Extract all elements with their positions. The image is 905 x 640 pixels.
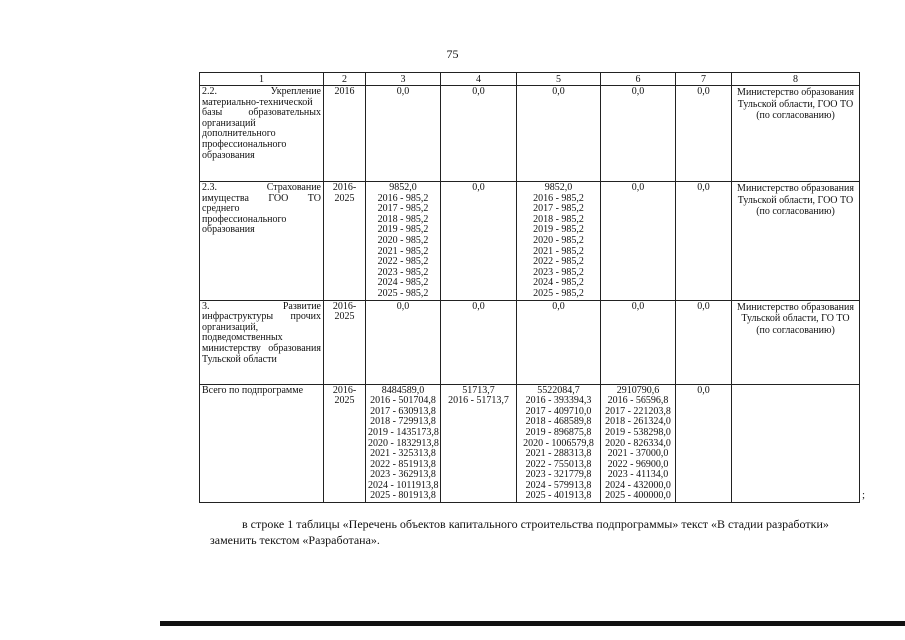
column-number: 3 <box>366 73 441 86</box>
funding-other: 0,0 <box>676 182 732 301</box>
funding-line: 2016 - 985,2 <box>533 192 584 204</box>
funding-line: 2019 - 896875,8 <box>525 426 592 438</box>
funding-line: 2020 - 1006579,8 <box>523 437 594 449</box>
funding-line: 2017 - 985,2 <box>533 203 584 215</box>
funding-regional <box>517 384 601 503</box>
period: 2016-2025 <box>324 182 366 301</box>
funding-line: 2018 - 729913,8 <box>370 416 436 428</box>
funding-line: 0,0 <box>396 300 410 312</box>
funding-federal <box>441 182 517 301</box>
column-number: 6 <box>601 73 676 86</box>
activity-name: 2.3. Страхование имущества ГОО ТО среднего профессионального образования <box>200 182 324 301</box>
column-number: 5 <box>517 73 601 86</box>
table-row <box>200 86 860 182</box>
funding-regional <box>517 86 601 182</box>
funding-line: 2021 - 325313,8 <box>370 448 436 460</box>
funding-line: 2021 - 985,2 <box>377 245 429 257</box>
activity-name: 2.2. Укрепление материально-технической базы образовательных организаций дополнительного профессионального образования <box>200 86 324 182</box>
page-number: 75 <box>446 47 459 61</box>
responsible-executor: Министерство образования Тульской области, ГО ТО (по согласованию) <box>732 300 860 384</box>
funding-line: 0,0 <box>631 300 645 312</box>
column-number-row <box>200 73 860 86</box>
funding-line: 2021 - 985,2 <box>533 245 584 257</box>
paragraph-line: заменить текстом «Разработана». <box>210 533 380 547</box>
column-number: 2 <box>324 73 366 86</box>
column-number: 8 <box>732 73 860 86</box>
funding-line: 2017 - 985,2 <box>377 203 429 215</box>
funding-line: 2016 - 393394,3 <box>525 395 592 407</box>
funding-line: 2022 - 755013,8 <box>525 458 592 470</box>
funding-local <box>601 300 676 384</box>
funding-line: 2021 - 37000,0 <box>607 448 669 460</box>
funding-line: 2019 - 985,2 <box>533 224 584 236</box>
funding-line: 2023 - 362913,8 <box>370 469 436 481</box>
funding-line: 0,0 <box>552 300 565 312</box>
funding-line: 2018 - 985,2 <box>377 213 429 225</box>
funding-line: 2016 - 985,2 <box>377 192 429 204</box>
funding-line: 9852,0 <box>544 182 573 193</box>
funding-line: 0,0 <box>472 182 485 193</box>
funding-other: 0,0 <box>676 300 732 384</box>
funding-regional <box>517 300 601 384</box>
funding-line: 2018 - 468589,8 <box>525 416 592 428</box>
funding-local <box>601 86 676 182</box>
period: 2016 <box>324 86 366 182</box>
funding-line: 2025 - 801913,8 <box>370 490 436 502</box>
responsible-executor: Министерство образования Тульской области, ГОО ТО (по согласованию) <box>732 182 860 301</box>
funding-line: 2017 - 630913,8 <box>370 405 436 417</box>
funding-line: 0,0 <box>552 86 565 97</box>
page-bottom-rule <box>160 621 905 626</box>
activity-name: Всего по подпрограмме <box>200 384 324 503</box>
funding-line: 2023 - 321779,8 <box>525 469 592 481</box>
column-number: 7 <box>676 73 732 86</box>
funding-line: 2017 - 409710,0 <box>525 405 592 417</box>
funding-line: 2022 - 985,2 <box>533 256 584 268</box>
funding-line: 0,0 <box>631 86 645 97</box>
funding-line: 2025 - 985,2 <box>377 287 429 299</box>
funding-line: 0,0 <box>472 86 485 97</box>
table-row <box>200 182 860 301</box>
funding-line: 8484589,0 <box>381 384 425 396</box>
funding-total <box>366 86 441 182</box>
funding-line: 51713,7 <box>462 384 495 396</box>
program-table <box>199 72 860 503</box>
funding-line: 2023 - 985,2 <box>533 266 584 278</box>
funding-line: 2019 - 985,2 <box>377 224 429 236</box>
trailing-semicolon: ; <box>862 489 866 501</box>
funding-line: 2016 - 56596,8 <box>607 395 669 407</box>
funding-line: 2018 - 261324,0 <box>605 416 671 428</box>
paragraph-line: в строке 1 таблицы «Перечень объектов капитального строительства подпрограммы» текст «В стадии разработки» <box>242 517 829 531</box>
funding-line: 2025 - 985,2 <box>533 287 584 299</box>
funding-line: 2017 - 221203,8 <box>605 405 671 417</box>
funding-line: 2024 - 579913,8 <box>525 479 592 491</box>
funding-line: 2020 - 826334,0 <box>605 437 671 449</box>
column-number: 4 <box>441 73 517 86</box>
table-row-total <box>200 384 860 503</box>
funding-line: 2025 - 401913,8 <box>525 490 592 502</box>
funding-line: 2023 - 41134,0 <box>607 469 669 481</box>
funding-regional <box>517 182 601 301</box>
funding-other: 0,0 <box>676 86 732 182</box>
funding-line: 2021 - 288313,8 <box>525 448 592 460</box>
funding-federal <box>441 384 517 503</box>
funding-line: 2020 - 985,2 <box>377 234 429 246</box>
funding-total <box>366 182 441 301</box>
funding-line: 0,0 <box>631 182 645 193</box>
funding-line: 2024 - 985,2 <box>377 277 429 289</box>
funding-total <box>366 384 441 503</box>
funding-other: 0,0 <box>676 384 732 503</box>
table-row <box>200 300 860 384</box>
funding-line: 9852,0 <box>389 182 417 193</box>
funding-line: 2024 - 985,2 <box>533 277 584 289</box>
funding-line: 2024 - 432000,0 <box>605 479 671 491</box>
funding-line: 2019 - 1435173,8 <box>368 426 439 438</box>
funding-line: 5522084,7 <box>537 384 580 396</box>
funding-line: 2025 - 400000,0 <box>605 490 671 502</box>
responsible-executor: Министерство образования Тульской области, ГОО ТО (по согласованию) <box>732 86 860 182</box>
funding-line: 2022 - 985,2 <box>377 256 429 268</box>
funding-line: 2020 - 985,2 <box>533 234 584 246</box>
funding-line: 2016 - 501704,8 <box>370 395 436 407</box>
funding-total <box>366 300 441 384</box>
funding-federal <box>441 300 517 384</box>
funding-line: 2019 - 538298,0 <box>605 426 671 438</box>
funding-line: 2910790,6 <box>616 384 660 396</box>
activity-name: 3. Развитие инфраструктуры прочих организаций, подведомственных министерству образования Тульской области <box>200 300 324 384</box>
responsible-executor <box>732 384 860 503</box>
funding-local <box>601 182 676 301</box>
funding-line: 2023 - 985,2 <box>377 266 429 278</box>
funding-local <box>601 384 676 503</box>
period: 2016-2025 <box>324 300 366 384</box>
funding-line: 0,0 <box>396 86 410 97</box>
funding-federal <box>441 86 517 182</box>
funding-line: 2018 - 985,2 <box>533 213 584 225</box>
funding-line: 2022 - 851913,8 <box>370 458 436 470</box>
funding-line: 2022 - 96900,0 <box>607 458 669 470</box>
amendment-paragraph <box>210 516 850 548</box>
funding-line: 2016 - 51713,7 <box>448 395 509 407</box>
funding-line: 2024 - 1011913,8 <box>368 479 439 491</box>
period: 2016-2025 <box>324 384 366 503</box>
funding-line: 2020 - 1832913,8 <box>368 437 439 449</box>
funding-line: 0,0 <box>472 300 485 312</box>
column-number: 1 <box>200 73 324 86</box>
